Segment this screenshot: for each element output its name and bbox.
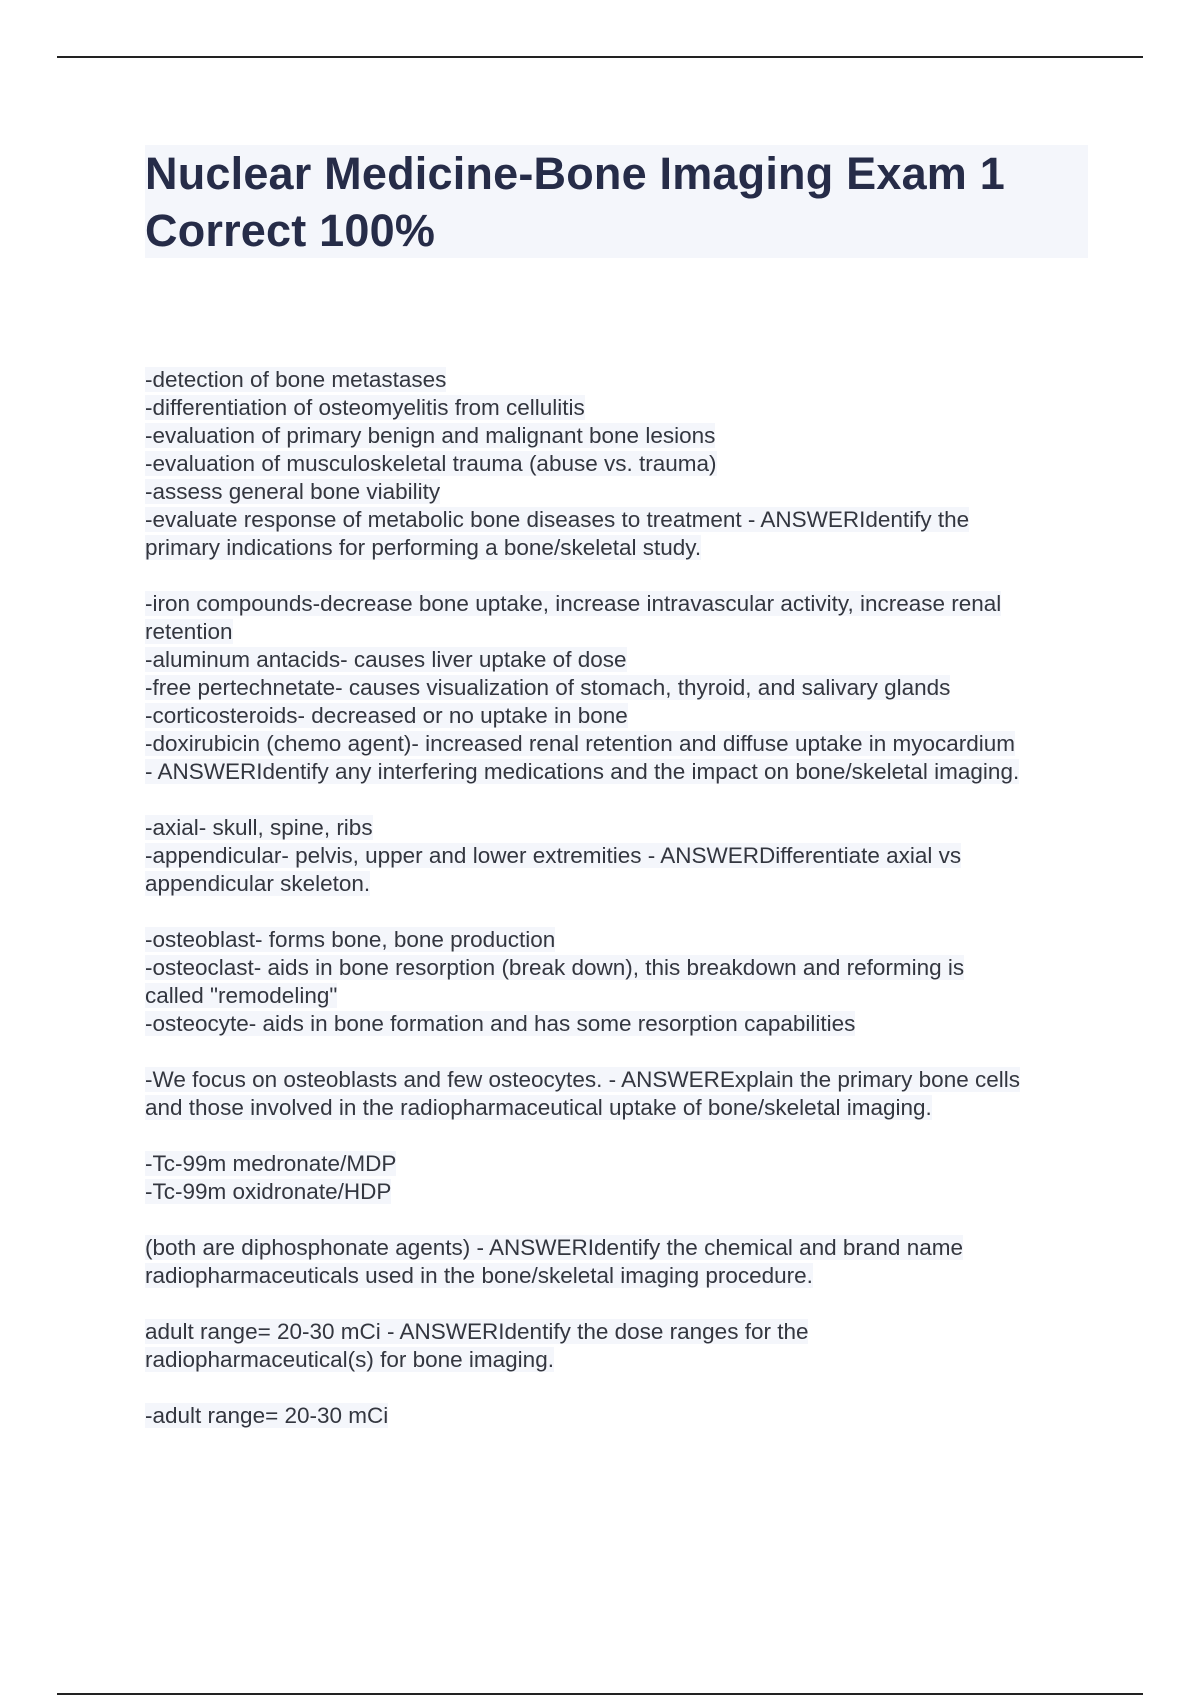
text-line: -evaluation of primary benign and malignant bone lesions	[145, 423, 716, 448]
text-line: -adult range= 20-30 mCi	[145, 1403, 389, 1428]
qa-block-indications	[145, 366, 1105, 562]
top-rule	[57, 56, 1143, 58]
text-line: -Tc-99m medronate/MDP	[145, 1151, 397, 1176]
text-line: retention	[145, 619, 233, 644]
text-line: -detection of bone metastases	[145, 367, 447, 392]
document-title: Nuclear Medicine-Bone Imaging Exam 1 Correct 100%	[145, 148, 1005, 256]
qa-block-focus-osteoblasts	[145, 1066, 1105, 1122]
text-line: adult range= 20-30 mCi - ANSWERIdentify the dose ranges for the	[145, 1319, 809, 1344]
text-line: called "remodeling"	[145, 983, 338, 1008]
document-body	[145, 366, 1105, 1458]
text-line: -evaluate response of metabolic bone diseases to treatment - ANSWERIdentify the	[145, 507, 970, 532]
text-line: -differentiation of osteomyelitis from cellulitis	[145, 395, 585, 420]
text-line: -assess general bone viability	[145, 479, 441, 504]
text-line: -osteoblast- forms bone, bone production	[145, 927, 556, 952]
text-line: -We focus on osteoblasts and few osteocytes. - ANSWERExplain the primary bone cells	[145, 1067, 1020, 1092]
qa-block-dose-range	[145, 1318, 1105, 1374]
text-line: -free pertechnetate- causes visualization of stomach, thyroid, and salivary glands	[145, 675, 951, 700]
text-line: -evaluation of musculoskeletal trauma (abuse vs. trauma)	[145, 451, 717, 476]
text-line: -osteocyte- aids in bone formation and has some resorption capabilities	[145, 1011, 856, 1036]
qa-block-interfering-medications	[145, 590, 1105, 786]
text-line: - ANSWERIdentify any interfering medications and the impact on bone/skeletal imaging.	[145, 759, 1020, 784]
text-line: -iron compounds-decrease bone uptake, increase intravascular activity, increase renal	[145, 591, 1002, 616]
text-line: -doxirubicin (chemo agent)- increased renal retention and diffuse uptake in myocardium	[145, 731, 1016, 756]
text-line: -aluminum antacids- causes liver uptake of dose	[145, 647, 627, 672]
text-line: and those involved in the radiopharmaceutical uptake of bone/skeletal imaging.	[145, 1095, 932, 1120]
qa-block-diphosphonate	[145, 1234, 1105, 1290]
text-line: radiopharmaceutical(s) for bone imaging.	[145, 1347, 554, 1372]
text-line: -appendicular- pelvis, upper and lower extremities - ANSWERDifferentiate axial vs	[145, 843, 962, 868]
text-line: primary indications for performing a bone/skeletal study.	[145, 535, 702, 560]
text-line: appendicular skeleton.	[145, 871, 371, 896]
text-line: -corticosteroids- decreased or no uptake in bone	[145, 703, 628, 728]
text-line: radiopharmaceuticals used in the bone/skeletal imaging procedure.	[145, 1263, 813, 1288]
text-line: -Tc-99m oxidronate/HDP	[145, 1179, 392, 1204]
text-line: -axial- skull, spine, ribs	[145, 815, 373, 840]
qa-block-radiopharmaceuticals	[145, 1150, 1105, 1206]
text-line: (both are diphosphonate agents) - ANSWERIdentify the chemical and brand name	[145, 1235, 963, 1260]
bottom-rule	[57, 1693, 1143, 1695]
text-line: -osteoclast- aids in bone resorption (break down), this breakdown and reforming is	[145, 955, 965, 980]
qa-block-adult-range	[145, 1402, 1105, 1430]
qa-block-bone-cells	[145, 926, 1105, 1038]
qa-block-axial-appendicular	[145, 814, 1105, 898]
